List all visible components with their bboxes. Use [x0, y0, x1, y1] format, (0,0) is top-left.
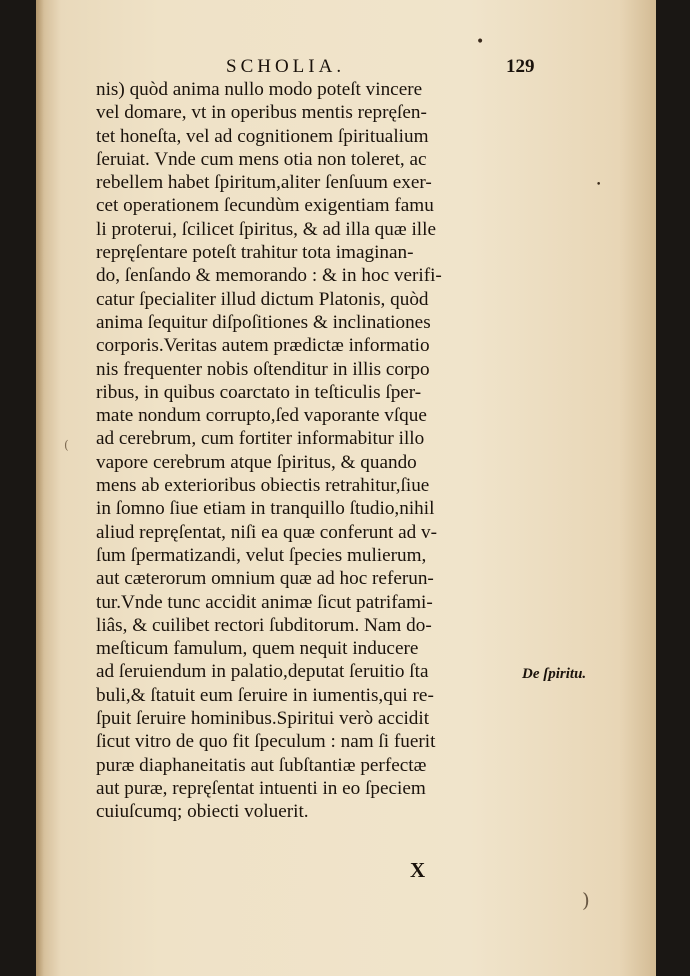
- text-line: li proterui, ſcilicet ſpiritus, & ad illa quæ ille: [96, 218, 436, 240]
- text-line: in ſomno ſiue etiam in tranquillo ſtudio,nihil: [96, 498, 435, 520]
- book-page: [36, 0, 656, 976]
- text-line: nis) quòd anima nullo modo poteſt vincere: [96, 79, 423, 100]
- text-line: ad ſeruiendum in palatio,deputat ſeruitio ſta: [96, 661, 429, 683]
- text-line: mens ab exterioribus obiectis retrahitur,ſiue: [96, 475, 430, 497]
- text-line: meſticum famulum, quem nequit inducere: [96, 638, 419, 660]
- running-head-title: SCHOLIA.: [226, 56, 346, 77]
- text-line: ſeruiat. Vnde cum mens otia non toleret, ac: [96, 148, 427, 170]
- text-line: tur.Vnde tunc accidit animæ ſicut patrifami-: [96, 591, 433, 613]
- text-line: catur ſpecialiter illud dictum Platonis, quòd: [96, 288, 429, 310]
- text-line: ſpuit ſeruire hominibus.Spiritui verò accidit: [96, 708, 430, 730]
- ink-speck: ): [582, 888, 590, 912]
- text-line: repręſentare poteſt trahitur tota imaginan-: [96, 242, 414, 264]
- ink-speck: •: [476, 34, 485, 50]
- text-line: ſicut vitro de quo fit ſpeculum : nam ſi fuerit: [96, 731, 436, 753]
- text-line: tet honeſta, vel ad cognitionem ſpiritualium: [96, 125, 429, 147]
- text-line: cet operationem ſecundùm exigentiam famu: [96, 195, 434, 217]
- text-line: corporis.Veritas autem prædictæ informatio: [96, 335, 430, 357]
- ink-speck: •: [596, 180, 602, 190]
- text-line: ribus, in quibus coarctato in teſticulis ſper-: [96, 381, 422, 403]
- text-line: aut puræ, repręſentat intuenti in eo ſpeciem: [96, 777, 426, 799]
- text-line: aut cæterorum omnium quæ ad hoc referun-: [96, 568, 434, 590]
- text-line: liâs, & cuilibet rectori ſubditorum. Nam do-: [96, 614, 432, 636]
- text-line: anima ſequitur diſpoſitiones & inclinationes: [96, 311, 431, 333]
- text-line: vapore cerebrum atque ſpiritus, & quando: [96, 451, 417, 473]
- text-line: mate nondum corrupto,ſed vaporante vſque: [96, 405, 427, 427]
- ink-speck: (: [64, 438, 69, 452]
- body-text: [96, 78, 526, 824]
- text-line: ad cerebrum, cum fortiter informabitur illo: [96, 428, 425, 450]
- text-line: aliud repręſentat, niſi ea quæ conferunt ad v-: [96, 521, 437, 543]
- signature-mark: X: [410, 858, 426, 882]
- text-line: vel domare, vt in operibus mentis repręſen-: [96, 102, 427, 124]
- page-gutter-shadow: [36, 0, 44, 976]
- text-line: do, ſenſando & memorando : & in hoc verifi-: [96, 265, 442, 287]
- text-line: nis frequenter nobis oſtenditur in illis corpo: [96, 358, 430, 380]
- page-number: 129: [506, 56, 535, 77]
- text-line: puræ diaphaneitatis aut ſubſtantiæ perfectæ: [96, 754, 427, 776]
- text-line: cuiuſcumq; obiecti voluerit.: [96, 801, 309, 823]
- text-line: buli,& ſtatuit eum ſeruire in iumentis,qui re-: [96, 684, 434, 706]
- text-line: ſum ſpermatizandi, velut ſpecies mulierum,: [96, 544, 427, 566]
- text-line: rebellem habet ſpiritum,aliter ſenſuum exer-: [96, 172, 432, 194]
- margin-note: De ſpiritu.: [522, 666, 587, 682]
